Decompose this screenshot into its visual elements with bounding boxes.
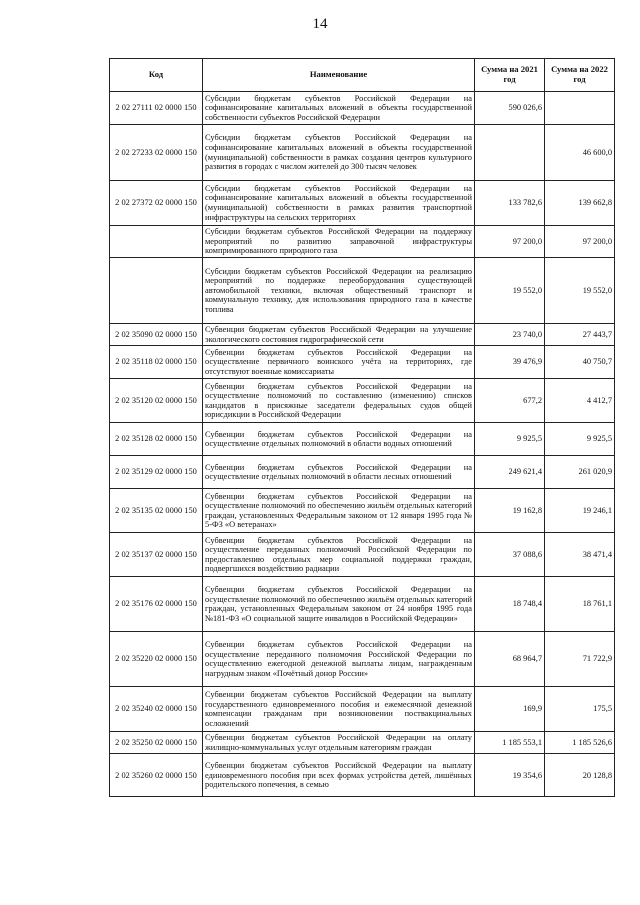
row-code: [110, 226, 203, 258]
row-code: 2 02 35090 02 0000 150: [110, 324, 203, 346]
row-name: Субвенции бюджетам субъектов Российской Федерации на осуществление полномочий по обеспечению жильём отдельных категорий граждан, установленных Федеральным законом от 12 января 1995 года № 5-ФЗ «О ветеранах»: [203, 489, 475, 533]
table-row: [110, 632, 615, 687]
row-sum-2022: 71 722,9: [545, 632, 615, 687]
row-sum-2022: 261 020,9: [545, 456, 615, 489]
table-row: [110, 732, 615, 754]
row-sum-2021: 39 476,9: [475, 346, 545, 379]
row-sum-2021: 37 088,6: [475, 533, 545, 577]
row-sum-2022: 139 662,8: [545, 181, 615, 226]
row-code: 2 02 35128 02 0000 150: [110, 423, 203, 456]
table-row: [110, 346, 615, 379]
row-name: Субсидии бюджетам субъектов Российской Федерации на софинансирование капитальных вложений в объекты государственной (муниципальной) собственности в рамках создания центров культурного развития в городах с числом жителей до 300 тысяч человек: [203, 125, 475, 181]
row-sum-2021: 18 748,4: [475, 577, 545, 632]
row-name: Субвенции бюджетам субъектов Российской Федерации на выплату государственного единовременного пособия и ежемесячной денежной компенсации гражданам при возникновении поствакцинальных осложнений: [203, 687, 475, 732]
row-code: 2 02 35120 02 0000 150: [110, 379, 203, 423]
row-sum-2022: 4 412,7: [545, 379, 615, 423]
row-sum-2021: [475, 125, 545, 181]
row-sum-2021: 677,2: [475, 379, 545, 423]
row-sum-2021: 19 354,6: [475, 754, 545, 797]
row-sum-2021: 1 185 553,1: [475, 732, 545, 754]
row-sum-2022: 46 600,0: [545, 125, 615, 181]
table-row: [110, 181, 615, 226]
row-name: Субвенции бюджетам субъектов Российской Федерации на осуществление отдельных полномочий в области водных отношений: [203, 423, 475, 456]
table-row: [110, 687, 615, 732]
header-name: Наименование: [203, 59, 475, 92]
table-row: [110, 92, 615, 125]
row-code: 2 02 35220 02 0000 150: [110, 632, 203, 687]
row-name: Субсидии бюджетам субъектов Российской Федерации на реализацию мероприятий по поддержке переоборудования существующей автомобильной техники, включая общественный транспорт и коммунальную технику, для использования природного газа в качестве топлива: [203, 258, 475, 324]
row-sum-2021: 19 552,0: [475, 258, 545, 324]
row-code: 2 02 35118 02 0000 150: [110, 346, 203, 379]
row-name: Субвенции бюджетам субъектов Российской Федерации на осуществление первичного воинского учёта на территориях, где отсутствуют военные комиссариаты: [203, 346, 475, 379]
budget-table: [109, 58, 615, 797]
row-sum-2022: 40 750,7: [545, 346, 615, 379]
row-code: 2 02 35135 02 0000 150: [110, 489, 203, 533]
table-row: [110, 379, 615, 423]
row-code: [110, 258, 203, 324]
row-sum-2021: 97 200,0: [475, 226, 545, 258]
row-name: Субсидии бюджетам субъектов Российской Федерации на софинансирование капитальных вложений в объекты государственной (муниципальной) собственности в рамках развития транспортной инфраструктуры на сельских территориях: [203, 181, 475, 226]
row-sum-2022: 9 925,5: [545, 423, 615, 456]
row-sum-2022: 38 471,4: [545, 533, 615, 577]
row-name: Субвенции бюджетам субъектов Российской Федерации на осуществление переданных полномочий Российской Федерации по предоставлению отдельных мер социальной поддержки граждан, подвергшихся воздействию радиации: [203, 533, 475, 577]
table-row: [110, 489, 615, 533]
table-header-row: [110, 59, 615, 92]
row-name: Субвенции бюджетам субъектов Российской Федерации на выплату единовременного пособия при всех формах устройства детей, лишённых родительского попечения, в семью: [203, 754, 475, 797]
row-code: 2 02 35260 02 0000 150: [110, 754, 203, 797]
table-row: [110, 456, 615, 489]
table-row: [110, 226, 615, 258]
row-sum-2022: [545, 92, 615, 125]
row-code: 2 02 35137 02 0000 150: [110, 533, 203, 577]
row-code: 2 02 35250 02 0000 150: [110, 732, 203, 754]
row-name: Субвенции бюджетам субъектов Российской Федерации на осуществление переданного полномочия Российской Федерации по осуществлению ежегодной денежной выплаты лицам, награжденным нагрудным знаком «Почётный донор России»: [203, 632, 475, 687]
row-sum-2021: 169,9: [475, 687, 545, 732]
row-code: 2 02 27111 02 0000 150: [110, 92, 203, 125]
row-code: 2 02 35240 02 0000 150: [110, 687, 203, 732]
row-sum-2021: 19 162,8: [475, 489, 545, 533]
row-sum-2022: 18 761,1: [545, 577, 615, 632]
table-row: [110, 324, 615, 346]
row-sum-2022: 27 443,7: [545, 324, 615, 346]
row-sum-2021: 249 621,4: [475, 456, 545, 489]
row-code: 2 02 35176 02 0000 150: [110, 577, 203, 632]
row-name: Субсидии бюджетам субъектов Российской Федерации на поддержку мероприятий по развитию заправочной инфраструктуры компримированного природного газа: [203, 226, 475, 258]
row-sum-2022: 175,5: [545, 687, 615, 732]
row-sum-2021: 133 782,6: [475, 181, 545, 226]
table-row: [110, 423, 615, 456]
row-sum-2022: 20 128,8: [545, 754, 615, 797]
table-row: [110, 125, 615, 181]
table-row: [110, 258, 615, 324]
row-name: Субвенции бюджетам субъектов Российской Федерации на улучшение экологического состояния гидрографической сети: [203, 324, 475, 346]
row-name: Субвенции бюджетам субъектов Российской Федерации на оплату жилищно-коммунальных услуг отдельным категориям граждан: [203, 732, 475, 754]
table-row: [110, 533, 615, 577]
row-code: 2 02 27372 02 0000 150: [110, 181, 203, 226]
row-name: Субвенции бюджетам субъектов Российской Федерации на осуществление отдельных полномочий в области лесных отношений: [203, 456, 475, 489]
row-name: Субсидии бюджетам субъектов Российской Федерации на софинансирование капитальных вложений в объекты государственной собственности субъектов Российской Федерации: [203, 92, 475, 125]
row-sum-2022: 19 552,0: [545, 258, 615, 324]
page-number: 14: [312, 16, 328, 32]
row-name: Субвенции бюджетам субъектов Российской Федерации на осуществление полномочий по обеспечению жильём отдельных категорий граждан, установленных Федеральным законом от 24 ноября 1995 года №181-ФЗ «О социальной защите инвалидов в Российской Федерации»: [203, 577, 475, 632]
table-body: [110, 92, 615, 797]
row-sum-2021: 23 740,0: [475, 324, 545, 346]
header-code: Код: [110, 59, 203, 92]
header-sum-2021: Сумма на 2021 год: [475, 59, 545, 92]
table-row: [110, 754, 615, 797]
table-row: [110, 577, 615, 632]
row-sum-2021: 68 964,7: [475, 632, 545, 687]
row-sum-2021: 9 925,5: [475, 423, 545, 456]
row-code: 2 02 27233 02 0000 150: [110, 125, 203, 181]
row-sum-2022: 1 185 526,6: [545, 732, 615, 754]
row-name: Субвенции бюджетам субъектов Российской Федерации на осуществление полномочий по составлению (изменению) списков кандидатов в присяжные заседатели федеральных судов общей юрисдикции в Российской Федерации: [203, 379, 475, 423]
row-sum-2021: 590 026,6: [475, 92, 545, 125]
row-sum-2022: 19 246,1: [545, 489, 615, 533]
header-sum-2022: Сумма на 2022 год: [545, 59, 615, 92]
row-sum-2022: 97 200,0: [545, 226, 615, 258]
row-code: 2 02 35129 02 0000 150: [110, 456, 203, 489]
